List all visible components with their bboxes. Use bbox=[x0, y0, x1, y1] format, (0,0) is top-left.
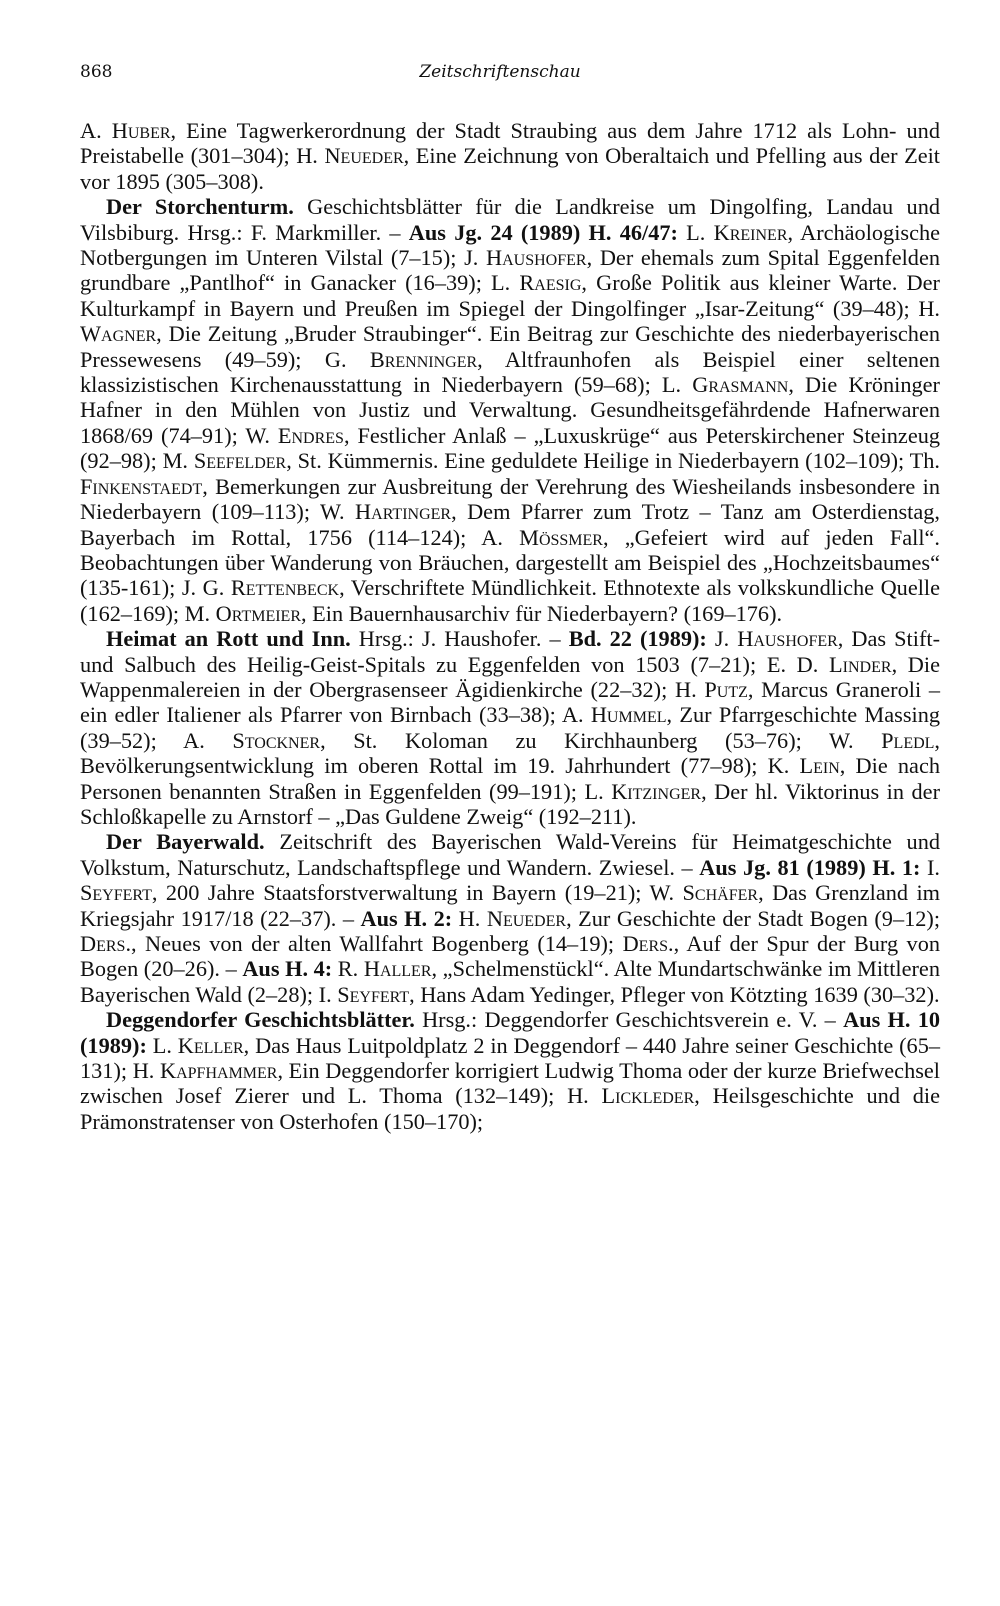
text-run: , Heilsgeschichte und die Prämonstratenser von Osterhofen (150–170); bbox=[80, 1083, 940, 1134]
author-name: Ders. bbox=[622, 931, 674, 956]
text-run: , St. Kümmernis. Eine geduldete Heilige in Niederbayern (102–109); Th. bbox=[286, 448, 940, 474]
author-name: Brenninger bbox=[369, 346, 478, 372]
author-name: Kreiner bbox=[713, 219, 788, 245]
text-run: , Ein Deggendorfer korrigiert Ludwig Thoma oder der kurze Briefwechsel zwischen Josef Zierer und L. Thoma (132–149); H. bbox=[80, 1058, 941, 1109]
author-name: Linder bbox=[829, 651, 892, 677]
journal-entry bbox=[80, 626, 940, 829]
author-name: Keller bbox=[177, 1032, 244, 1058]
author-name: Lickleder bbox=[601, 1083, 695, 1109]
text-run: A. bbox=[80, 118, 112, 143]
author-name: Neueder bbox=[486, 905, 567, 931]
author-name: Ortmeier bbox=[215, 600, 302, 626]
text-run: R. bbox=[332, 956, 364, 982]
text-run: , Der ehemals zum Spital Eggenfelden grundbare „Pantlhof“ in Ganacker (16–39); L. bbox=[80, 245, 940, 296]
text-run: , Das Haus Luitpoldplatz 2 in Deggendorf – 440 Jahre seiner Geschichte (65–131); H. bbox=[80, 1032, 940, 1084]
text-run: , Dem Pfarrer zum Trotz – Tanz am Osterdienstag, Bayerbach im Rottal, 1756 (114–124); A. bbox=[80, 499, 940, 550]
text-run: Hrsg.: J. Haushofer. – bbox=[350, 626, 569, 652]
journal-entry bbox=[80, 118, 940, 194]
text-run: H. bbox=[452, 905, 487, 931]
text-run: , Die Zeitung „Bruder Straubinger“. Ein Beitrag zur Geschichte des niederbayerischen Pressewesens (49–59); G. bbox=[80, 321, 940, 372]
text-run: , Verschriftete Mündlichkeit. Ethnotexte als volkskundliche Quelle (162–169); M. bbox=[80, 575, 941, 626]
author-name: Neueder bbox=[324, 143, 404, 169]
text-run: , Bemerkungen zur Ausbreitung der Verehrung des Wiesheilands insbesondere in Niederbayern (109–113); W. bbox=[80, 473, 940, 525]
author-name: Seyfert bbox=[80, 880, 152, 906]
author-name: Grasmann bbox=[692, 372, 789, 398]
journal-entry bbox=[80, 194, 940, 626]
text-run: I. bbox=[920, 854, 940, 880]
author-name: Rettenbeck bbox=[230, 575, 340, 601]
text-run: , Der hl. Viktorinus in der Schloßkapelle zu Arnstorf – „Das Guldene Zweig“ (192–211). bbox=[80, 778, 940, 829]
bold-heading: Aus Jg. 81 (1989) H. 1: bbox=[699, 854, 921, 880]
text-run: Geschichtsblätter für die Landkreise um Dingolfing, Landau und Vilsbiburg. Hrsg.: F. Markmiller. – bbox=[80, 194, 941, 245]
author-name: Putz bbox=[704, 676, 748, 702]
author-name: Pledl bbox=[881, 727, 935, 753]
author-name: Seefelder bbox=[193, 448, 287, 474]
text-run: , Ein Bauernhausarchiv für Niederbayern? (169–176). bbox=[301, 600, 783, 626]
author-name: Raesig bbox=[519, 270, 582, 296]
author-name: Ders. bbox=[80, 931, 132, 956]
author-name: Finkenstaedt bbox=[80, 473, 203, 499]
bold-heading: Aus H. 10 (1989): bbox=[80, 1007, 940, 1058]
bold-heading: Bd. 22 (1989): bbox=[568, 626, 707, 652]
bold-heading: Der Storchenturm. bbox=[106, 194, 294, 220]
text-run: , Bevölkerungsentwicklung im oberen Rottal im 19. Jahrhundert (77–98); K. bbox=[80, 727, 940, 779]
author-name: Haushofer bbox=[737, 626, 838, 652]
author-name: Schäfer bbox=[682, 880, 759, 906]
journal-entry bbox=[80, 1007, 940, 1134]
text-run: , Festlicher Anlaß – „Luxuskrüge“ aus Peterskirchener Steinzeug (92–98); M. bbox=[80, 422, 941, 474]
page-header bbox=[80, 62, 920, 90]
author-name: Kapfhammer bbox=[160, 1058, 278, 1084]
text-run: L. bbox=[677, 219, 714, 245]
text-run: Zeitschrift des Bayerischen Wald-Vereins für Heimatgeschichte und Volkstum, Naturschutz, Landschaftspflege und Wandern. Zwiesel. – bbox=[80, 829, 941, 880]
text-run: , Hans Adam Yedinger, Pfleger von Kötzting 1639 (30–32). bbox=[409, 981, 940, 1007]
text-run: , „Gefeiert wird auf jeden Fall“. Beobachtungen über Wanderung von Bräuchen, dargestellt am Beispiel des „Hochzeitsbaumes“ (135-161); J. G. bbox=[80, 524, 941, 601]
bold-heading: Heimat an Rott und Inn. bbox=[106, 626, 351, 652]
text-run: , Altfraunhofen als Beispiel einer seltenen klassizistischen Kirchenausstattung in Niederbayern (59–68); L. bbox=[80, 346, 940, 398]
text-run: , Archäologische Notbergungen im Unteren Vilstal (7–15); J. bbox=[80, 219, 941, 271]
text-run: , Das Stift- und Salbuch des Heilig-Geist-Spitals zu Eggenfelden von 1503 (7–21); E. D. bbox=[80, 626, 940, 677]
author-name: Endres bbox=[277, 422, 344, 448]
author-name: Hartinger bbox=[355, 499, 452, 525]
author-name: Stockner bbox=[232, 727, 321, 753]
text-run: L. bbox=[146, 1032, 178, 1058]
text-run: , „Schelmenstückl“. Alte Mundartschwänke im Mittleren Bayerischen Wald (2–28); I. bbox=[80, 956, 940, 1007]
bold-heading: Aus Jg. 24 (1989) H. 46/47: bbox=[408, 219, 678, 245]
text-run: , Auf der Spur der Burg von Bogen (20–26). – bbox=[80, 931, 940, 982]
text-run: , Zur Pfarrgeschichte Massing (39–52); A. bbox=[80, 702, 940, 753]
text-run: , Eine Zeichnung von Oberaltaich und Pfelling aus der Zeit vor 1895 (305–308). bbox=[80, 143, 940, 194]
text-run: J. bbox=[706, 626, 738, 652]
bold-heading: Deggendorfer Geschichtsblätter. bbox=[106, 1007, 415, 1033]
author-name: Kitzinger bbox=[611, 778, 702, 804]
bold-heading: Aus H. 4: bbox=[242, 956, 333, 982]
text-run: , Große Politik aus kleiner Warte. Der Kulturkampf in Bayern und Preußen im Spiegel der Dingolfinger „Isar-Zeitung“ (39–48); H. bbox=[80, 270, 940, 321]
author-name: Hummel bbox=[590, 702, 667, 728]
author-name: Wagner bbox=[80, 321, 157, 347]
author-name: Haller bbox=[363, 956, 432, 982]
author-name: Huber bbox=[111, 118, 171, 143]
text-run: , 200 Jahre Staatsforstverwaltung in Bayern (19–21); W. bbox=[151, 880, 683, 906]
running-title: Zeitschriftenschau bbox=[419, 62, 581, 82]
text-run: Hrsg.: Deggendorfer Geschichtsverein e. V. – bbox=[414, 1007, 844, 1033]
text-run: , Marcus Graneroli – ein edler Italiener als Pfarrer von Birnbach (33–38); A. bbox=[80, 676, 940, 728]
text-run: , Die Kröninger Hafner in den Mühlen von Justiz und Verwaltung. Gesundheitsgefährdende Hafnerwaren 1868/69 (74–91); W. bbox=[80, 372, 940, 448]
author-name: Lein bbox=[799, 753, 840, 779]
text-run: , St. Koloman zu Kirchhaunberg (53–76); W. bbox=[320, 727, 882, 753]
author-name: Haushofer bbox=[486, 245, 587, 271]
bold-heading: Der Bayerwald. bbox=[106, 829, 265, 855]
text-run: , Das Grenzland im Kriegsjahr 1917/18 (22–37). – bbox=[80, 880, 940, 931]
page-number: 868 bbox=[80, 62, 113, 82]
article-body bbox=[80, 118, 940, 1134]
text-run: , Neues von der alten Wallfahrt Bogenberg (14–19); bbox=[131, 931, 623, 956]
author-name: Mössmer bbox=[519, 524, 603, 550]
text-run: , Zur Geschichte der Stadt Bogen (9–12); bbox=[566, 905, 941, 931]
author-name: Seyfert bbox=[337, 981, 410, 1007]
text-run: , Eine Tagwerkerordnung der Stadt Straubing aus dem Jahre 1712 als Lohn- und Preistabelle (301–304); H. bbox=[80, 118, 940, 169]
journal-entry bbox=[80, 829, 940, 1007]
bold-heading: Aus H. 2: bbox=[360, 905, 453, 931]
text-run: , Die Wappenmalereien in der Obergrasenseer Ägidienkirche (22–32); H. bbox=[80, 651, 941, 702]
text-run: , Die nach Personen benannten Straßen in Eggenfelden (99–191); L. bbox=[80, 753, 940, 804]
